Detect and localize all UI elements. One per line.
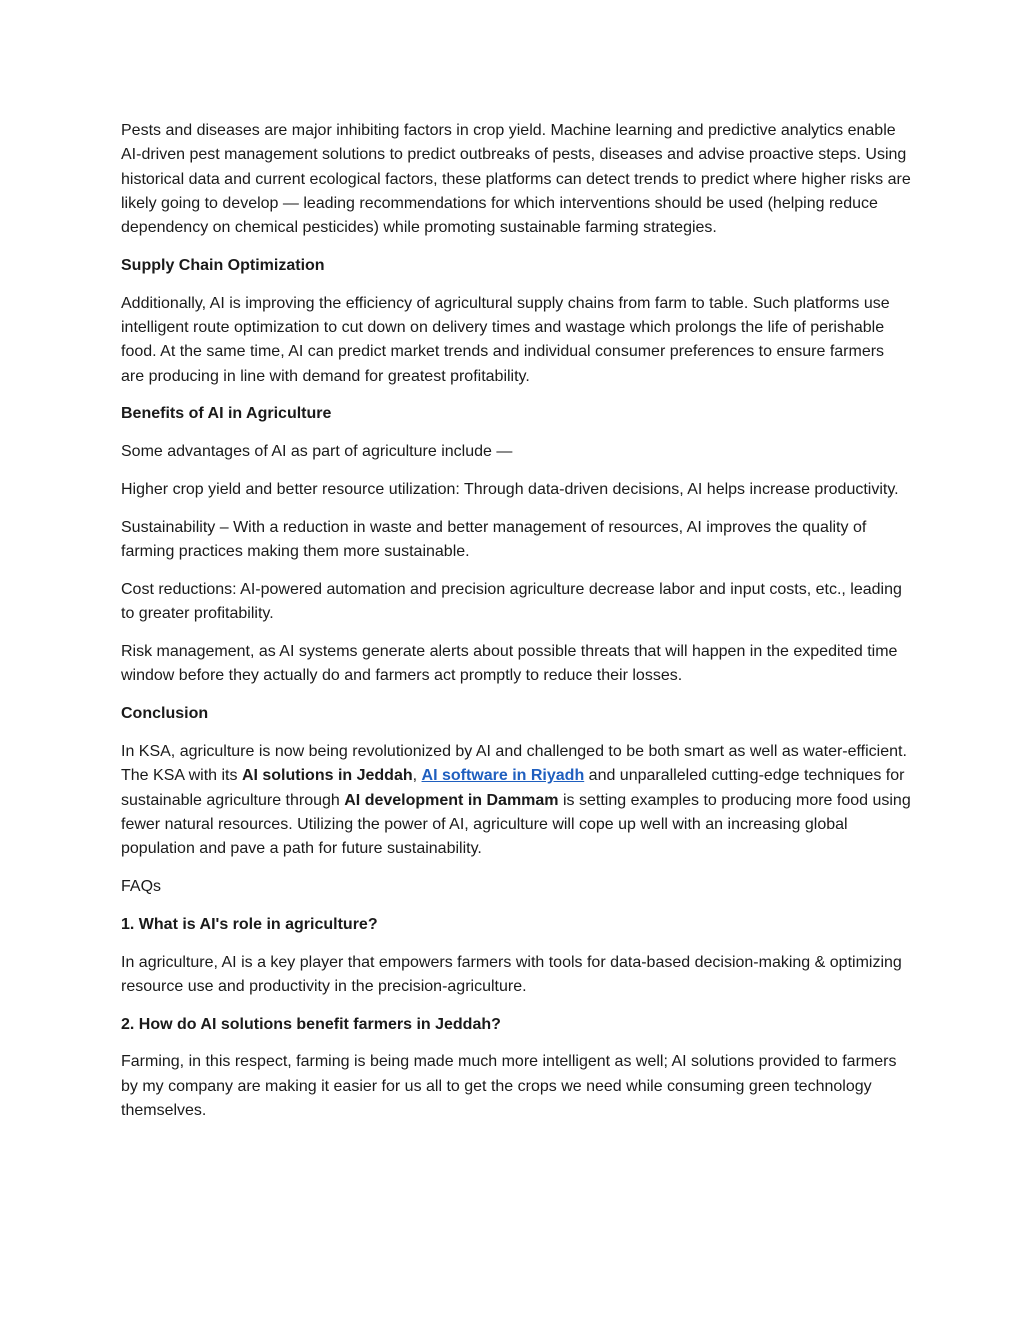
conclusion-text: is setting examples to producing more food using fewer natural resources. Utilizing the power of AI, agriculture will cope up well with an increasing global population and pave a path for future sustainability.	[121, 791, 911, 858]
faq-answer: Farming, in this respect, farming is being made much more intelligent as well; AI solutions provided to farmers by my company are making it easier for us all to get the crops we need while consuming green technology themselves.	[121, 1053, 897, 1119]
faq-question: 2. How do AI solutions benefit farmers in Jeddah?	[121, 1015, 501, 1033]
supply-chain-paragraph: Additionally, AI is improving the efficiency of agricultural supply chains from farm to table. Such platforms use intelligent route optimization to cut down on delivery times and wastage which prolongs the life of perishable food. At the same time, AI can predict market trends and individual consumer preferences to ensure farmers are producing in line with demand for greatest profitability.	[121, 294, 890, 385]
document-page	[121, 119, 911, 1137]
conclusion-text: and unparalleled cutting-edge techniques for sustainable agriculture through	[121, 767, 905, 809]
bold-dammam: AI development in Dammam	[344, 791, 559, 809]
conclusion-heading: Conclusion	[121, 705, 209, 723]
conclusion-paragraph	[121, 740, 911, 861]
bold-jeddah: AI solutions in Jeddah	[241, 767, 413, 785]
conclusion-separator: ,	[412, 767, 422, 785]
benefit-item: Risk management, as AI systems generate alerts about possible threats that will happen in the expedited time window before they actually do and farmers act promptly to reduce their losses.	[121, 643, 898, 685]
benefits-intro: Some advantages of AI as part of agriculture include —	[121, 443, 513, 461]
faq-answer: In agriculture, AI is a key player that empowers farmers with tools for data-based decision-making & optimizing resource use and productivity in the precision-agriculture.	[121, 953, 902, 995]
benefit-item: Cost reductions: AI-powered automation and precision agriculture decrease labor and input costs, etc., leading to greater profitability.	[121, 580, 902, 623]
benefit-item: Higher crop yield and better resource utilization: Through data-driven decisions, AI helps increase productivity.	[121, 481, 899, 499]
supply-chain-heading: Supply Chain Optimization	[121, 256, 325, 274]
benefits-heading: Benefits of AI in Agriculture	[121, 405, 332, 423]
faqs-label: FAQs	[121, 877, 162, 895]
conclusion-text: In KSA, agriculture is now being revolutionized by AI and challenged to be both smart as well as water-efficient. The KSA with its	[121, 742, 907, 785]
intro-paragraph: Pests and diseases are major inhibiting factors in crop yield. Machine learning and predictive analytics enable AI-driven pest management solutions to predict outbreaks of pests, diseases and advise proactive steps. Using historical data and current ecological factors, these platforms can detect trends to predict where higher risks are likely going to develop — leading recommendations for which interventions should be used (helping reduce dependency on chemical pesticides) while promoting sustainable farming strategies.	[121, 122, 911, 237]
benefit-item: Sustainability – With a reduction in waste and better management of resources, AI improves the quality of farming practices making them more sustainable.	[121, 518, 867, 561]
ai-software-riyadh-link[interactable]: AI software in Riyadh	[421, 767, 585, 785]
faq-question: 1. What is AI's role in agriculture?	[121, 915, 378, 933]
